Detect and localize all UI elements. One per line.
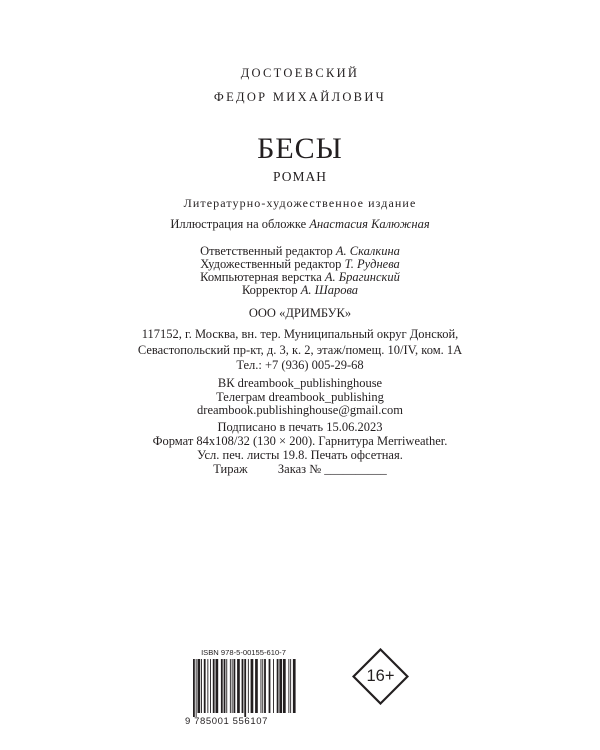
barcode-bar bbox=[244, 659, 246, 717]
barcode-bar bbox=[230, 659, 231, 713]
barcode-bar bbox=[251, 659, 254, 713]
credit-name: А. Скалкина bbox=[335, 244, 400, 258]
print-run-label: Тираж bbox=[213, 462, 248, 476]
barcode-bar bbox=[213, 659, 215, 713]
order-label: Заказ № bbox=[277, 462, 322, 476]
email-contact: dreambook.publishinghouse@gmail.com bbox=[197, 403, 403, 417]
sheets-line: Усл. печ. листы 19.8. Печать офсетная. bbox=[197, 448, 403, 462]
barcode-bar bbox=[255, 659, 258, 713]
author-surname: ДОСТОЕВСКИЙ bbox=[240, 66, 360, 80]
barcode-bar bbox=[248, 659, 249, 713]
vk-contact: ВК dreambook_publishinghouse bbox=[217, 376, 383, 390]
author-names: ФЕДОР МИХАЙЛОВИЧ bbox=[213, 90, 387, 104]
credit-name: А. Брагинский bbox=[324, 270, 400, 284]
barcode-bar bbox=[224, 659, 226, 713]
credit-role: Компьютерная верстка bbox=[200, 270, 322, 284]
barcode-bar bbox=[273, 659, 274, 713]
book-title: БЕСЫ bbox=[257, 132, 343, 165]
barcode-bar bbox=[279, 659, 282, 713]
barcode-icon bbox=[185, 659, 302, 717]
barcode-bar bbox=[226, 659, 227, 713]
publisher-name: ООО «ДРИМБУК» bbox=[248, 306, 352, 320]
barcode-bar bbox=[210, 659, 211, 713]
barcode-digits: 9 785001 556107 bbox=[185, 716, 268, 727]
isbn-number: ISBN 978-5-00155-610-7 bbox=[201, 648, 286, 657]
credit-role: Корректор bbox=[241, 283, 298, 297]
address-line: Севастопольский пр-кт, д. 3, к. 2, этаж/помещ. 10/IV, ком. 1А bbox=[137, 343, 463, 357]
format-line: Формат 84x108/32 (130 × 200). Гарнитура Merriweather. bbox=[152, 434, 448, 448]
credit-role: Ответственный редактор bbox=[200, 244, 333, 258]
barcode-bar bbox=[193, 659, 195, 717]
book-genre: РОМАН bbox=[273, 169, 327, 184]
credit-name: А. Шарова bbox=[300, 283, 359, 297]
credit-role: Художественный редактор bbox=[200, 257, 342, 271]
publisher-contacts bbox=[0, 377, 600, 418]
barcode-bar bbox=[216, 659, 219, 713]
credit-name: Т. Руднева bbox=[344, 257, 400, 271]
order-blank: __________ bbox=[324, 462, 387, 476]
barcode-bar bbox=[204, 659, 206, 713]
barcode-bar bbox=[261, 659, 262, 713]
barcode-bar bbox=[262, 659, 263, 713]
isbn-barcode-block bbox=[185, 648, 302, 730]
barcode-bar bbox=[283, 659, 286, 713]
credits-block bbox=[0, 245, 600, 297]
illustration-label: Иллюстрация на обложке bbox=[170, 217, 307, 231]
barcode-bar bbox=[201, 659, 202, 713]
print-info bbox=[0, 420, 600, 476]
credit-line bbox=[0, 284, 600, 297]
barcode-bar bbox=[232, 659, 233, 713]
age-rating-badge bbox=[352, 648, 409, 705]
barcode-bar bbox=[269, 659, 271, 713]
age-rating-label: 16+ bbox=[366, 667, 395, 685]
signed-date: Подписано в печать 15.06.2023 bbox=[217, 420, 383, 434]
barcode-bar bbox=[237, 659, 240, 713]
edition-type: Литературно-художественное издание bbox=[183, 196, 417, 210]
barcode-bar bbox=[221, 659, 223, 713]
barcode-bar bbox=[207, 659, 208, 713]
barcode-bar bbox=[196, 659, 197, 717]
barcode-bar bbox=[290, 659, 291, 713]
telegram-contact: Телеграм dreambook_publishing bbox=[216, 389, 384, 404]
barcode-bar bbox=[242, 659, 244, 713]
barcode-bar bbox=[198, 659, 201, 713]
barcode-bar bbox=[288, 659, 289, 713]
barcode-bar bbox=[264, 659, 266, 713]
illustrator-name: Анастасия Калюжная bbox=[309, 217, 430, 231]
publisher-address bbox=[0, 326, 600, 358]
publisher-phone: Тел.: +7 (936) 005-29-68 bbox=[236, 358, 364, 372]
cover-illustration-credit bbox=[0, 217, 600, 232]
address-line: 117152, г. Москва, вн. тер. Муниципальный округ Донской, bbox=[141, 327, 459, 341]
run-order-line bbox=[0, 462, 600, 476]
barcode-bar bbox=[234, 659, 236, 713]
barcode-bar bbox=[293, 659, 296, 713]
barcode-bar bbox=[277, 659, 279, 713]
